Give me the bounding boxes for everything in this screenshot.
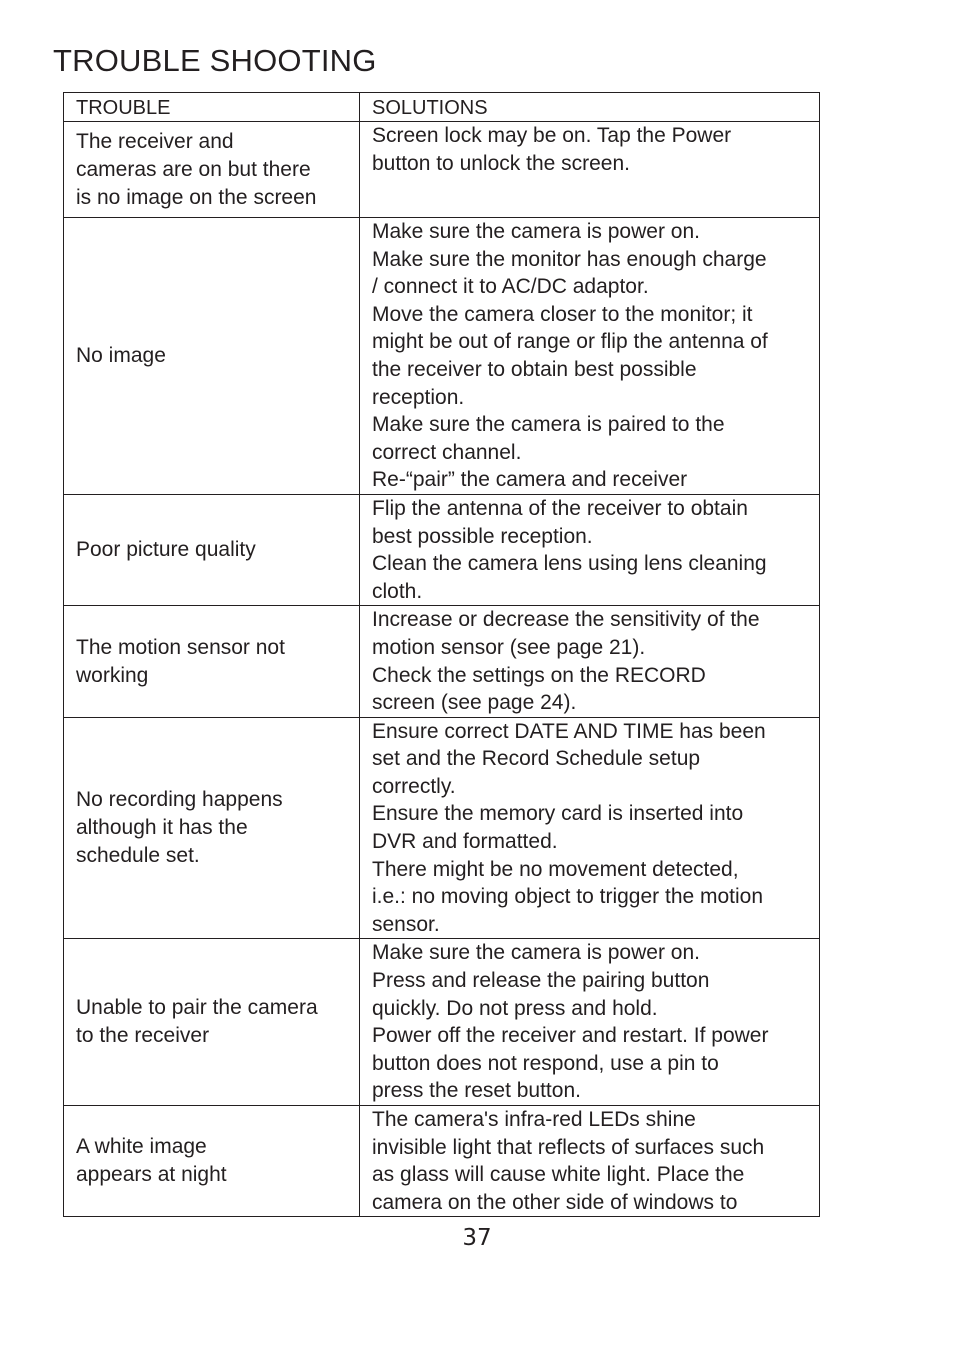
table-row <box>64 1106 820 1217</box>
trouble-text: No recording happens <box>76 788 283 812</box>
trouble-cell <box>64 494 360 605</box>
solution-text: press the reset button. <box>372 1079 581 1103</box>
trouble-text: The receiver and <box>76 129 234 153</box>
troubleshooting-table <box>63 92 820 1217</box>
trouble-text: cameras are on but there <box>76 157 311 181</box>
solution-text: correct channel. <box>372 440 522 464</box>
page-number: 37 <box>462 1225 492 1251</box>
trouble-cell <box>64 717 360 939</box>
solution-text: camera on the other side of windows to <box>372 1190 738 1214</box>
solution-text: screen (see page 24). <box>372 691 577 715</box>
trouble-text: The motion sensor not <box>76 635 285 659</box>
solution-text: Increase or decrease the sensitivity of the <box>372 608 760 632</box>
solution-cell <box>360 1106 820 1217</box>
solution-text: set and the Record Schedule setup <box>372 747 701 771</box>
solution-text: might be out of range or flip the antenna of <box>372 330 768 354</box>
table-header-row <box>64 93 820 122</box>
trouble-text: No image <box>76 343 166 367</box>
table-row <box>64 606 820 717</box>
solution-text: invisible light that reflects of surfaces such <box>372 1135 765 1159</box>
solution-text: Re-“pair” the camera and receiver <box>372 468 688 492</box>
solution-text: Make sure the camera is paired to the <box>372 413 725 437</box>
solution-text: the receiver to obtain best possible <box>372 357 697 381</box>
solution-text: best possible reception. <box>372 524 593 548</box>
table-row <box>64 939 820 1106</box>
trouble-text: schedule set. <box>76 844 200 868</box>
solution-text: cloth. <box>372 579 423 603</box>
solution-text: Check the settings on the RECORD <box>372 663 706 687</box>
solution-text: reception. <box>372 385 465 409</box>
solution-text: quickly. Do not press and hold. <box>372 996 658 1020</box>
trouble-cell <box>64 939 360 1106</box>
solution-text: Press and release the pairing button <box>372 969 710 993</box>
column-header-solutions: SOLUTIONS <box>360 93 820 122</box>
solution-text: Screen lock may be on. Tap the Power <box>372 124 732 147</box>
trouble-cell <box>64 606 360 717</box>
solution-cell <box>360 717 820 939</box>
trouble-text: A white image <box>76 1135 207 1159</box>
solution-text: i.e.: no moving object to trigger the motion <box>372 885 764 909</box>
solution-text: as glass will cause white light. Place the <box>372 1163 745 1187</box>
solution-text: Ensure correct DATE AND TIME has been <box>372 719 766 743</box>
trouble-text: Unable to pair the camera <box>76 996 318 1020</box>
solution-cell <box>360 939 820 1106</box>
trouble-cell <box>64 122 360 218</box>
table-row <box>64 218 820 495</box>
solution-text: Ensure the memory card is inserted into <box>372 802 744 826</box>
page-title: TROUBLE SHOOTING <box>53 43 377 78</box>
solution-text: correctly. <box>372 774 456 798</box>
trouble-text: working <box>76 663 149 687</box>
solution-cell <box>360 122 820 218</box>
table-row <box>64 122 820 218</box>
solution-text: There might be no movement detected, <box>372 857 739 881</box>
table-row <box>64 717 820 939</box>
solution-cell <box>360 494 820 605</box>
solution-text: button does not respond, use a pin to <box>372 1051 719 1075</box>
solution-text: sensor. <box>372 912 440 936</box>
solution-text: button to unlock the screen. <box>372 151 630 175</box>
trouble-text: although it has the <box>76 816 248 840</box>
trouble-cell <box>64 218 360 495</box>
solution-text: motion sensor (see page 21). <box>372 635 646 659</box>
column-header-trouble: TROUBLE <box>64 93 360 122</box>
solution-text: The camera's infra-red LEDs shine <box>372 1108 696 1131</box>
trouble-text: to the receiver <box>76 1024 210 1048</box>
trouble-text: Poor picture quality <box>76 538 256 562</box>
solution-text: Clean the camera lens using lens cleaning <box>372 552 767 576</box>
solution-text: / connect it to AC/DC adaptor. <box>372 275 649 299</box>
solution-text: Make sure the monitor has enough charge <box>372 247 767 271</box>
trouble-text: is no image on the screen <box>76 185 317 209</box>
trouble-cell <box>64 1106 360 1217</box>
solution-text: Make sure the camera is power on. <box>372 220 700 243</box>
table-row <box>64 494 820 605</box>
solution-text: Flip the antenna of the receiver to obtain <box>372 496 748 520</box>
solution-cell <box>360 218 820 495</box>
solution-text: Move the camera closer to the monitor; it <box>372 302 753 326</box>
solution-text: Power off the receiver and restart. If power <box>372 1024 769 1048</box>
solution-text: Make sure the camera is power on. <box>372 941 700 965</box>
trouble-text: appears at night <box>76 1163 227 1187</box>
solution-cell <box>360 606 820 717</box>
solution-text: DVR and formatted. <box>372 830 558 854</box>
